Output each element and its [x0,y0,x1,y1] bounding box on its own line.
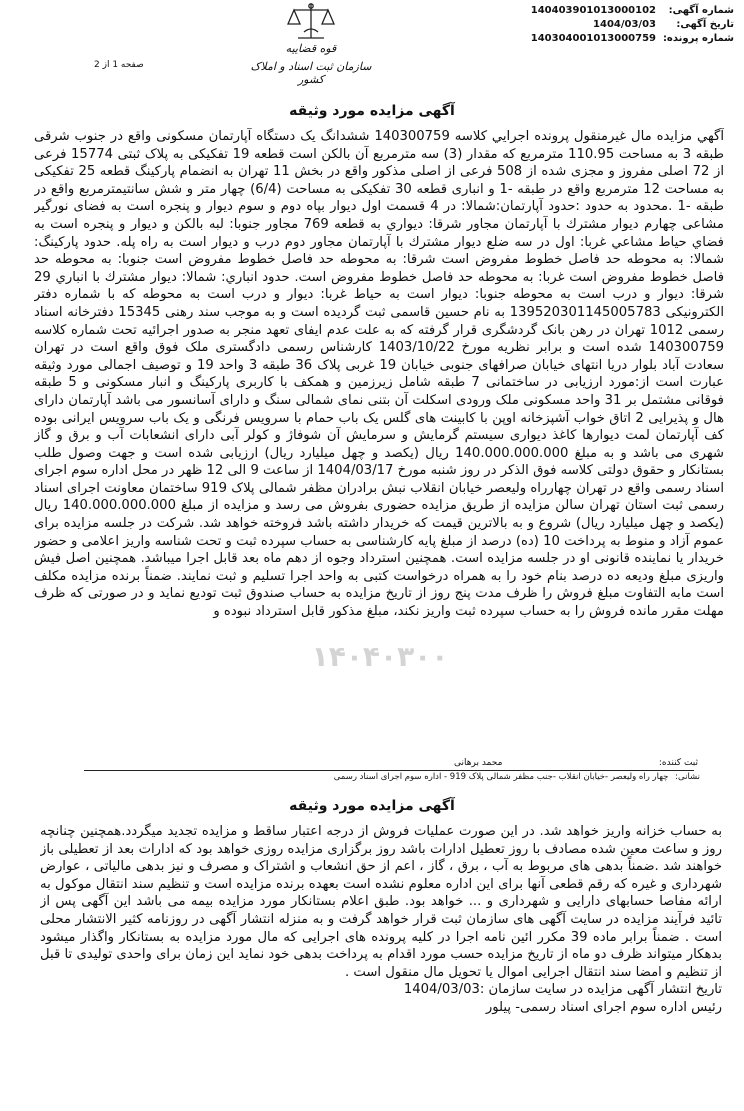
section2-title: آگهی مزایده مورد وثیقه [289,798,455,814]
registrar-name: محمد برهانی [454,758,503,768]
ad-number: 140403901013000102 [530,5,656,16]
file-number-label: شماره پرونده: [662,33,734,44]
ad-number-label: شماره آگهی: [668,5,734,16]
address-line [40,772,700,782]
ad-date-label: تاریخ آگهی: [676,19,734,30]
section1-body: آگهي مزايده مال غيرمنقول پرونده اجرايي كلاسه 140300759 ششدانگ یک دستگاه آپارتمان مسکونی واقع در جنوب شرقی طبقه 3 به مساحت 110.95 مترمربع که مقدار (3) سه مترمربع آن بالکن است قطعه 19 تفکیکی به پلاک ثبتی 15774 فرعی از 72 اصلی مفروز و مجزی شده از 508 فرعی از اصلی مذکور واقع در بخش 11 تهران به انضمام پارکینگ قطعه 25 تفکیکی به مساحت 12 مترمربع واقع در طبقه -1 و انباری قطعه 30 تفکیکی به مساحت (6/4) چهار متر و شش سانتیمترمربع واقع در طبقه -1 .محدود به حدود :حدود آپارتمان:شمالا: در 4 قسمت اول دیوار بپاه دوم و سوم دیوار و پنجره است به فضای نورگیر مشاعی چهارم دیوار مشترك با آپارتمان مجاور شرقا: ديواري به قطعه 769 مجاور جنوبا: لبه بالكن و ديوار و پنجره است به فضاي حياط مشاعي غربا: اول در سه ضلع ديوار مشترك با آپارتمان مجاور دوم درب و ديوار است به راه پله. حدود پاركينگ: شمالا: به محوطه حد فاصل خطوط مفروض است شرقا: به محوطه حد فاصل خطوط مفروض است جنوبا: به محوطه حد فاصل خطوط مفروض است غربا: به محوطه حد فاصل خطوط مفروض است. حدود انباري: شمالا: ديوار مشترك با انباري 29 شرقا: ديوار و درب است به محوطه جنوبا: ديوار است به حياط غربا: ديوار و درب است به محوطه که با شماره دفتر الکترونیکی 139520301145005783 به نام حسین قاسمی ثبت گردیده است و به موجب سند رهنی 15345 دفترخانه اسناد رسمی 1012 تهران در رهن بانک گردشگری قرار گرفته که به علت عدم ایفای تعهد منجر به صدور اجرائیه تحت شماره کلاسه 140300759 شده است و برابر نظریه مورخ 1403/10/22 کارشناس رسمی دادگستری ملک فوق واقع است در تهران سعادت آباد بلوار دریا انتهای خیابان صرافهای جنوبی خیابان 19 غربی پلاک 36 طبقه 3 واحد 19 و توصیف اجمالی مورد وثیقه عبارت است از:مورد ارزیابی در ساختمانی 7 طبقه شامل زیرزمین و همکف با کاربری پارکینگ و انبار مسکونی و 5 طبقه فوقانی مشتمل بر 31 واحد مسکونی ملک ورودی اسکلت آن بتنی نمای شمالی سنگ و دارای آسانسور می باشد آپارتمان دارای هال و پذیرایی 2 اتاق خواب آشپزخانه اوپن با کابینت های گلس یک باب حمام با سرویس فرنگی و یک باب سرویس ایرانی بوده کف آپارتمان لمت دیوارها کاغذ دیواری سیستم گرمایش و سرمایش آن شوفاژ و کولر آبی دارای انشعابات آب و برق و گاز شهری می باشد و به مبلغ 140.000.000.000 ریال (یکصد و چهل میلیارد ریال) ارزیابی شده است و جهت وصول طلب بستانکار و حقوق دولتی کلاسه فوق الذکر در روز شنبه مورخ 1404/03/17 از ساعت 9 الی 12 ظهر در محل اداره سوم اجرای اسناد رسمی واقع در تهران چهارراه ولیعصر خیابان انقلاب نبش برادران مظفر شمالی پلاک 919 ساختمان معاونت اجرای اسناد رسمی ثبت استان تهران سالن مزایده از طریق مزایده حضوری بفروش می رسد و مزایده از مبلغ 140.000.000.000 ریال (یکصد و چهل میلیارد ریال) شروع و به بالاترین قیمت که خریدار داشته باشد فروخته خواهد شد. شرکت در جلسه مزایده برای عموم آزاد و منوط به پرداخت 10 (ده) درصد از مبلغ پایه کارشناسی به حساب سپرده ثبت و تحت شناسه واریز اعلامی و حضور خریدار یا نماینده قانونی او در جلسه مزایده است. همچنین استرداد وجوه از دهم ماه بعد قابل اجرا میباشد. همچنین اصل فیش واریزی مبلغ ودیعه ده درصد بنام خود را به همراه درخواست کتبی به واحد اجرا تسلیم و ثبت نمایند. ضمناً برنده مزایده مکلف است مابه التفاوت مبلغ فروش را ظرف مدت پنج روز از تاریخ مزایده به حساب صندوق ثبت تودیع نماید و در صورتی که ظرف مهلت مقرر مانده فروش را به حساب سپرده ثبت واریز نکند، مبلغ مذکور قابل استرداد نبوده و [34,129,724,620]
watermark: ۱۴۰۴۰۳۰۰ [311,640,449,673]
file-number: 140304001013000759 [530,33,656,44]
organization-emblem [236,0,386,92]
ad-number-row [414,4,734,18]
registrar-label: ثبت کننده: [658,758,698,768]
ad-date: 1404/03/03 [593,19,656,30]
address-label: نشانی: [675,772,700,782]
section2-body: به حساب خزانه واریز خواهد شد. در این صورت عملیات فروش از درجه اعتبار ساقط و مزایده تجدید میگردد.همچنین چنانچه روز و ساعت معین شده مصادف با روز تعطیل ادارات باشد روز برگزاری مزایده روزی خواهد بود که ادارات بعد از تعطیلی باز خواهند شد .ضمناً بدهی های مربوط به آب ، برق ، گاز ، اعم از حق انشعاب و اشتراک و مصرف و نیز بدهی مالیاتی ، عوارض شهرداری و غیره که رقم قطعی آنها برای این اداره معلوم نشده است بعهده برنده مزایده است و تنظیم سند انتقال موکول به ارائه مفاصا حسابهای دارایی و شهرداری و ... خواهد بود. طبق اعلام بستانکار مورد مزایده بیمه می باشد این آگهی پس از تائید فرآیند مزایده در سایت آگهی های سازمان ثبت قرار خواهد گرفت و به منزله انتشار آگهی در روزنامه کثیر الانتشار محلی است . ضمناً برابر ماده 39 مکرر ائین نامه اجرا در کلیه پرونده های اجرایی که مال مورد مزایده به بستانکار واگذار میشود بدهکار میتواند ظرف دو ماه از تاریخ مزایده حسب مورد اقدام به پرداخت بدهی خود نماید این زمان برای واحدی تولیدی تا قبل از تنظیم و امضا سند انتقال اجرایی اموال یا تحویل مال منقول است . تاریخ انتشار آگهی مزایده در سایت سازمان :1404/03/03 رئیس اداره سوم اجرای اسناد رسمی- پیلور [40,824,722,1015]
divider [84,770,694,771]
page-indicator: صفحه 1 از 2 [94,60,144,70]
address-value: چهار راه ولیعصر -خیابان انقلاب -جنب مظفر شمالی پلاک 919 - اداره سوم اجرای اسناد رسمی [333,772,669,782]
org-line-2: سازمان ثبت اسناد و املاک کشور [250,60,372,86]
ad-date-row [414,18,734,32]
ad-metadata [414,4,734,46]
org-line-1: قوه قضاییه [285,42,337,55]
file-number-row [414,32,734,46]
emblem-icon [236,0,386,44]
section1-title: آگهی مزایده مورد وثیقه [289,103,455,119]
